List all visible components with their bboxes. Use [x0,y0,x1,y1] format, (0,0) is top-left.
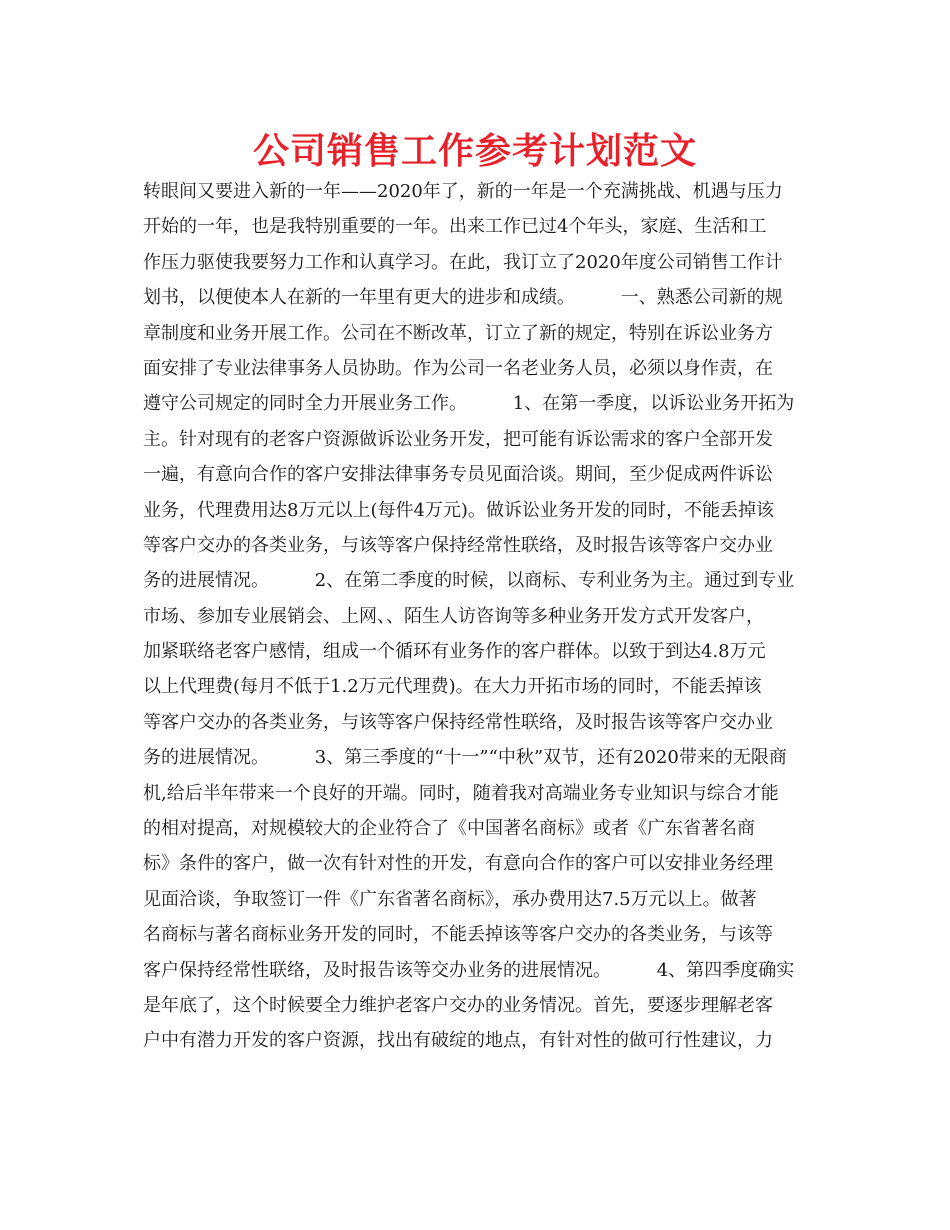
body-line: 等客户交办的各类业务，与该等客户保持经常性联络，及时报告该等客户交办业 [143,534,773,556]
body-line: 名商标与著名商标业务开发的同时，不能丢掉该等客户交办的各类业务，与该等 [143,924,773,946]
body-line: 户中有潜力开发的客户资源，找出有破绽的地点，有针对性的做可行性建议，力 [143,1030,773,1052]
document-title: 公司销售工作参考计划范文 [252,131,697,172]
body-line: 主。针对现有的老客户资源做诉讼业务开发，把可能有诉讼需求的客户全部开发 [143,428,773,450]
body-line: 面安排了专业法律事务人员协助。作为公司一名老业务人员，必须以身作责，在 [143,357,773,379]
body-line: 标》条件的客户，做一次有针对性的开发，有意向合作的客户可以安排业务经理 [143,853,773,875]
body-line: 等客户交办的各类业务，与该等客户保持经常性联络，及时报告该等客户交办业 [143,711,773,733]
body-line: 是年底了，这个时候要全力维护老客户交办的业务情况。首先，要逐步理解老客 [143,994,773,1016]
body-line: 见面洽谈，争取签订一件《广东省著名商标》，承办费用达7.5万元以上。做著 [143,888,757,910]
body-line: 作压力驱使我要努力工作和认真学习。在此，我订立了2020年度公司销售工作计 [143,251,783,273]
body-line: 以上代理费(每月不低于1.2万元代理费)。在大力开拓市场的同时，不能丢掉该 [143,676,762,698]
body-line: 业务，代理费用达8万元以上(每件4万元)。做诉讼业务开发的同时，不能丢掉该 [143,499,774,521]
body-line: 开始的一年，也是我特别重要的一年。出来工作已过4个年头，家庭、生活和工 [143,216,767,238]
body-line: 遵守公司规定的同时全力开展业务工作。 1、在第一季度，以诉讼业务开拓为 [143,393,795,415]
body-line: 章制度和业务开展工作。公司在不断改革，订立了新的规定，特别在诉讼业务方 [143,322,773,344]
body-line: 的相对提高，对规模较大的企业符合了《中国著名商标》或者《广东省著名商 [143,818,755,840]
body-line: 转眼间又要进入新的一年——2020年了，新的一年是一个充满挑战、机遇与压力 [143,181,783,202]
body-line: 务的进展情况。 2、在第二季度的时候，以商标、专利业务为主。通过到专业 [143,570,795,592]
body-line: 务的进展情况。 3、第三季度的“十一”“中秋”双节，还有2020带来的无限商 [143,747,787,769]
body-line: 市场、参加专业展销会、上网、、陌生人访咨询等多种业务开发方式开发客户， [143,605,764,627]
body-line: 划书，以便使本人在新的一年里有更大的进步和成绩。 一、熟悉公司新的规 [143,287,783,309]
body-line: 客户保持经常性联络，及时报告该等交办业务的进展情况。 4、第四季度确实 [143,959,795,981]
document-body [143,174,815,1059]
body-line: 机,给后半年带来一个良好的开端。同时，随着我对高端业务专业知识与综合才能 [143,782,779,804]
body-line: 一遍，有意向合作的客户安排法律事务专员见面洽谈。期间，至少促成两件诉讼 [143,464,773,486]
body-line: 加紧联络老客户感情，组成一个循环有业务作的客户群体。以致于到达4.8万元 [143,641,766,663]
